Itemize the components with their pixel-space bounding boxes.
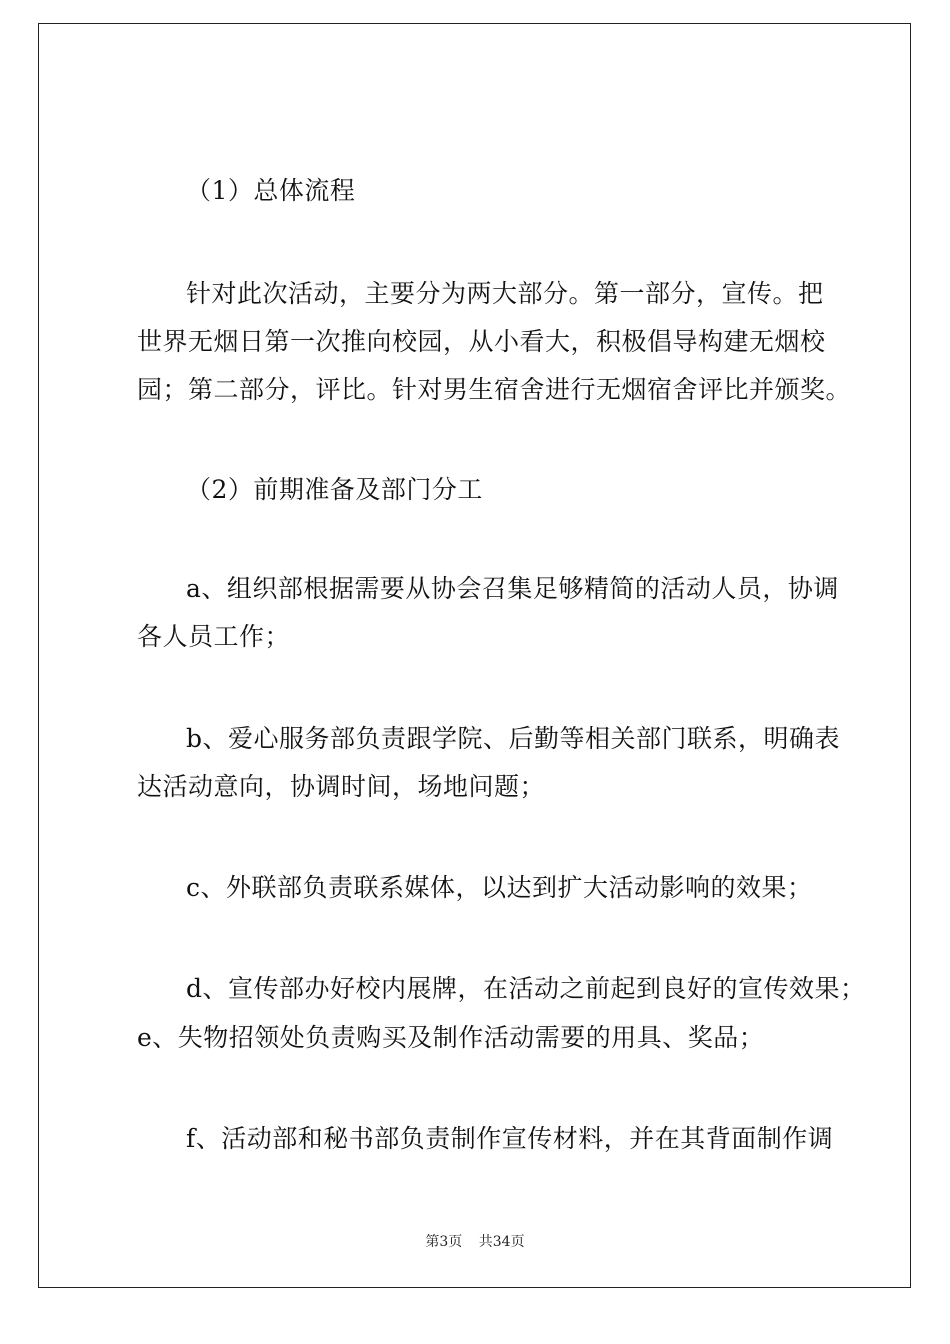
paragraph-line: 世界无烟日第一次推向校园，从小看大，积极倡导构建无烟校 <box>137 327 826 356</box>
page-total: 共34页 <box>478 1234 525 1250</box>
page-number: 第3页 <box>425 1234 463 1250</box>
paragraph-line: e、失物招领处负责购买及制作活动需要的用具、奖品； <box>137 1023 765 1052</box>
page-footer <box>0 1233 950 1251</box>
section-heading-preparation: （2）前期准备及部门分工 <box>186 475 483 504</box>
paragraph-line: d、宣传部办好校内展牌，在活动之前起到良好的宣传效果； <box>186 974 866 1003</box>
paragraph-line: b、爱心服务部负责跟学院、后勤等相关部门联系，明确表 <box>186 724 841 753</box>
paragraph-line: a、组织部根据需要从协会召集足够精简的活动人员，协调 <box>186 574 839 603</box>
paragraph-line: 针对此次活动，主要分为两大部分。第一部分，宣传。把 <box>186 279 824 308</box>
paragraph-line: 达活动意向，协调时间，场地问题； <box>137 772 546 801</box>
paragraph-line: 园；第二部分，评比。针对男生宿舍进行无烟宿舍评比并颁奖。 <box>137 375 852 404</box>
paragraph-line: f、活动部和秘书部负责制作宣传材料，并在其背面制作调 <box>186 1124 834 1153</box>
paragraph-line: 各人员工作； <box>137 622 291 651</box>
page-frame <box>38 23 911 1288</box>
paragraph-line: c、外联部负责联系媒体，以达到扩大活动影响的效果； <box>186 873 813 902</box>
section-heading-overall-process: （1）总体流程 <box>186 176 356 205</box>
